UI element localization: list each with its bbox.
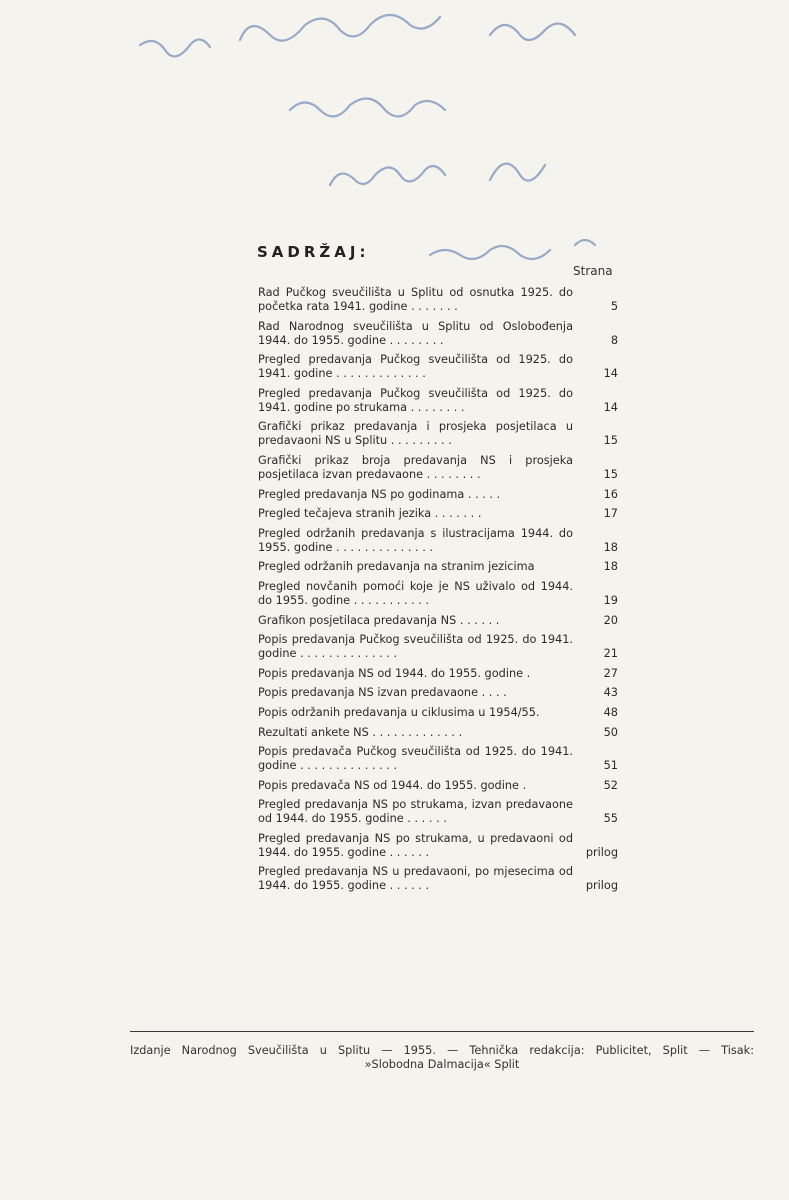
toc-entry-page: 50 xyxy=(603,725,618,739)
toc-entry xyxy=(258,527,618,555)
toc-entry-page: 8 xyxy=(610,333,618,347)
toc-entry-title: Popis održanih predavanja u ciklusima u 1954/55. xyxy=(258,705,540,719)
handwritten-dedication xyxy=(20,0,620,280)
toc-entry xyxy=(258,614,618,628)
toc-entry-page: 20 xyxy=(603,613,618,627)
toc-entry xyxy=(258,706,618,720)
toc-entry-page: 43 xyxy=(603,686,618,700)
toc-entry-title: Grafički prikaz broja predavanja NS i prosjeka posjetilaca izvan predavaone . . . . . . . . xyxy=(258,453,573,481)
toc-entry-title: Grafički prikaz predavanja i prosjeka posjetilaca u predavaoni NS u Splitu . . . . . . . . . xyxy=(258,420,573,448)
toc-entry-page: 16 xyxy=(603,487,618,501)
toc-heading: SADRŽAJ: xyxy=(257,243,370,261)
toc-entry xyxy=(258,667,618,681)
toc-entry-page: 27 xyxy=(603,666,618,680)
toc-entry xyxy=(258,320,618,348)
toc-entry-page: 14 xyxy=(603,400,618,414)
toc-entry xyxy=(258,286,618,314)
toc-entry-title: Rad Pučkog sveučilišta u Splitu od osnutka 1925. do početka rata 1941. godine . . . . . . . xyxy=(258,286,573,313)
toc-entry xyxy=(258,507,618,521)
toc-entry-page: 18 xyxy=(603,540,618,554)
toc-entry-title: Popis predavača NS od 1944. do 1955. godine . xyxy=(258,778,527,792)
toc-entry-page: prilog xyxy=(585,845,618,859)
toc-entry-page: 48 xyxy=(603,705,618,719)
toc-entry-title: Pregled novčanih pomoći koje je NS uživalo od 1944. do 1955. godine . . . . . . . . . . . xyxy=(258,579,573,607)
imprint-line-1: Izdanje Narodnog Sveučilišta u Splitu — 1955. — Tehnička redakcija: Publicitet, Split — Tisak: xyxy=(130,1044,754,1057)
toc-entry xyxy=(258,353,618,381)
toc-entry xyxy=(258,865,618,893)
toc-entry-title: Pregled održanih predavanja s ilustracijama 1944. do 1955. godine . . . . . . . . . . . . . . xyxy=(258,526,573,554)
toc-entry xyxy=(258,488,618,502)
toc-entry-title: Popis predavanja Pučkog sveučilišta od 1925. do 1941. godine . . . . . . . . . . . . . . xyxy=(258,633,573,661)
toc-entry-page: 17 xyxy=(603,507,618,521)
toc-entry-page: 15 xyxy=(603,434,618,448)
toc-entry-page: 51 xyxy=(603,759,618,773)
page-column-label: Strana xyxy=(573,264,613,278)
toc-entry-title: Pregled predavanja NS u predavaoni, po mjesecima od 1944. do 1955. godine . . . . . . xyxy=(258,865,573,893)
toc-entry-title: Popis predavanja NS izvan predavaone . . . . xyxy=(258,686,507,700)
toc-entry xyxy=(258,560,618,574)
toc-entry-title: Pregled predavanja NS po strukama, u predavaoni od 1944. do 1955. godine . . . . . . xyxy=(258,831,573,859)
toc-entry-title: Pregled predavanja NS po strukama, izvan predavaone od 1944. do 1955. godine . . . . . . xyxy=(258,798,573,826)
toc-entry-page: 55 xyxy=(603,812,618,826)
toc-entry xyxy=(258,686,618,700)
publisher-imprint xyxy=(130,1044,754,1072)
toc-entry-title: Pregled predavanja Pučkog sveučilišta od 1925. do 1941. godine . . . . . . . . . . . . . xyxy=(258,353,573,381)
toc-entry-title: Rezultati ankete NS . . . . . . . . . . . . . xyxy=(258,725,463,739)
toc-entry xyxy=(258,420,618,448)
toc-entry xyxy=(258,798,618,826)
table-of-contents xyxy=(258,286,618,899)
toc-entry-page: 52 xyxy=(603,778,618,792)
toc-entry xyxy=(258,454,618,482)
footer-rule xyxy=(130,1031,754,1032)
toc-entry xyxy=(258,580,618,608)
toc-entry-page: 14 xyxy=(603,367,618,381)
toc-entry-title: Pregled predavanja Pučkog sveučilišta od 1925. do 1941. godine po strukama . . . . . . . . xyxy=(258,386,573,414)
toc-entry xyxy=(258,832,618,860)
toc-entry-title: Pregled održanih predavanja na stranim jezicima xyxy=(258,560,535,574)
toc-entry-page: 18 xyxy=(603,560,618,574)
toc-entry-page: 15 xyxy=(603,467,618,481)
toc-entry xyxy=(258,745,618,773)
toc-entry-title: Pregled tečajeva stranih jezika . . . . . . . xyxy=(258,507,482,521)
toc-entry-page: prilog xyxy=(585,879,618,893)
toc-entry-title: Rad Narodnog sveučilišta u Splitu od Oslobođenja 1944. do 1955. godine . . . . . . . . xyxy=(258,319,573,347)
toc-entry xyxy=(258,633,618,661)
toc-entry-title: Popis predavača Pučkog sveučilišta od 1925. do 1941. godine . . . . . . . . . . . . . . xyxy=(258,745,573,773)
toc-entry-page: 21 xyxy=(603,647,618,661)
toc-entry xyxy=(258,387,618,415)
toc-entry xyxy=(258,726,618,740)
toc-entry-page: 5 xyxy=(610,300,618,313)
toc-entry-title: Pregled predavanja NS po godinama . . . . . xyxy=(258,487,501,501)
toc-entry-title: Popis predavanja NS od 1944. do 1955. godine . xyxy=(258,666,531,680)
imprint-line-2: »Slobodna Dalmacija« Split xyxy=(364,1058,520,1071)
toc-entry xyxy=(258,779,618,793)
toc-entry-title: Grafikon posjetilaca predavanja NS . . . . . . xyxy=(258,613,500,627)
toc-entry-page: 19 xyxy=(603,593,618,607)
